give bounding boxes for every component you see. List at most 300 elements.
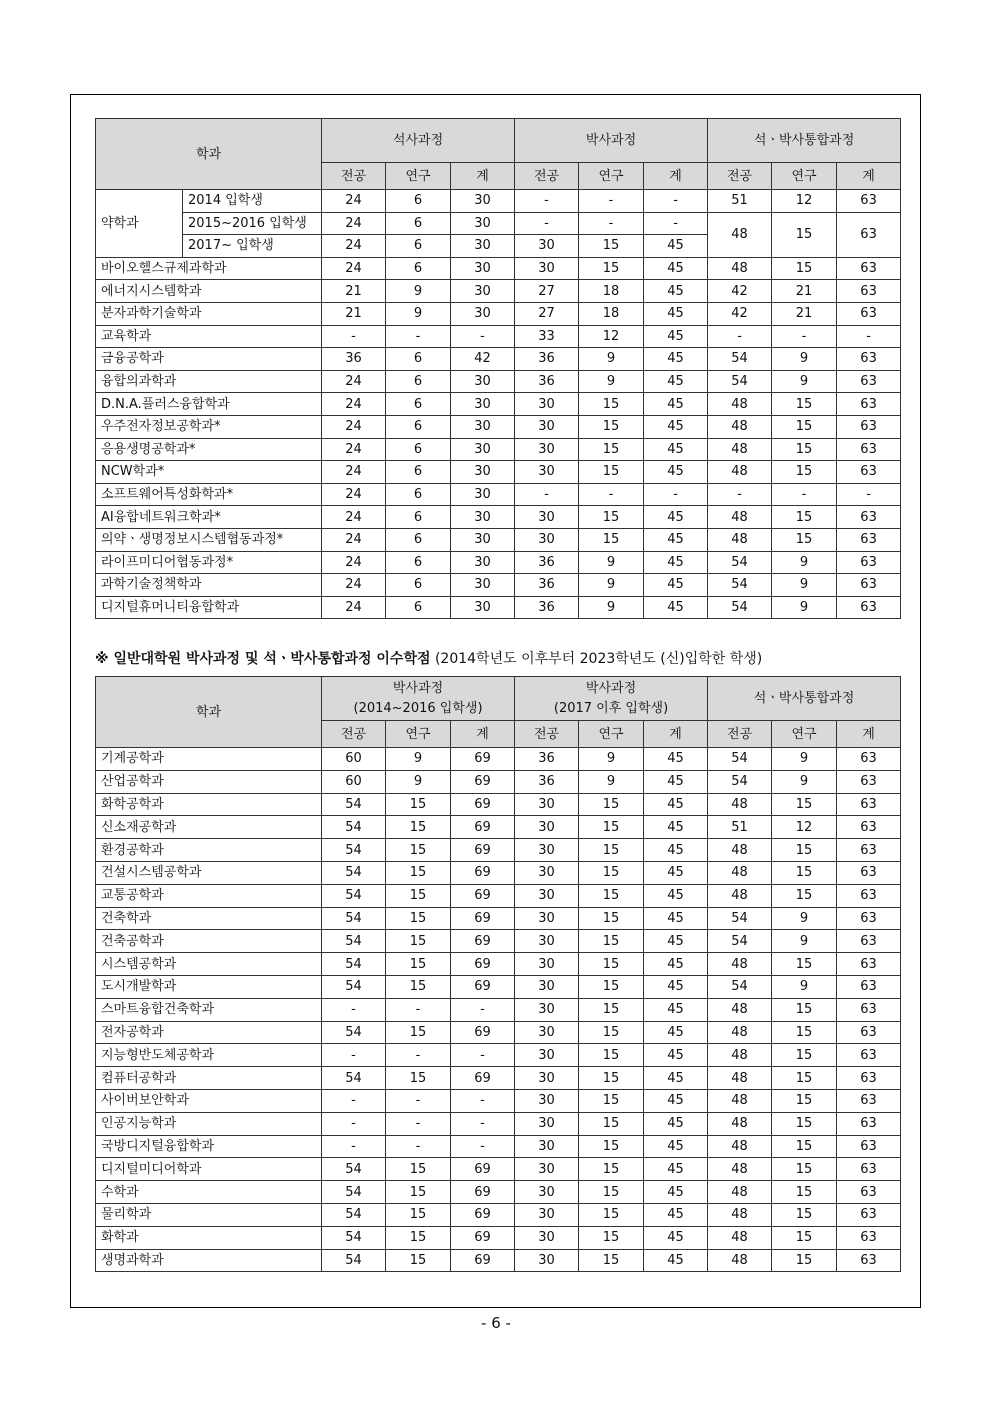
cell: 54 — [708, 370, 772, 393]
cell: 15 — [772, 212, 837, 257]
cell: - — [772, 483, 837, 506]
dept-name-pharmacy: 약학과 — [96, 190, 183, 258]
cell: 30 — [515, 1044, 579, 1067]
cell: 30 — [515, 907, 579, 930]
dept-name: 과학기술정책학과 — [96, 574, 322, 597]
cell: 69 — [451, 884, 515, 907]
table-row — [96, 280, 901, 303]
doctoral-integrated-credits-table — [95, 676, 901, 1272]
dept-name: 에너지시스템학과 — [96, 280, 322, 303]
sub-total: 계 — [644, 163, 708, 190]
cell: 45 — [644, 1089, 708, 1112]
cell: 30 — [515, 438, 579, 461]
cell: 45 — [644, 1112, 708, 1135]
table-row — [96, 1021, 901, 1044]
cell: 6 — [386, 596, 451, 619]
cell: 15 — [386, 975, 451, 998]
cell: 54 — [322, 975, 386, 998]
cell: 45 — [644, 257, 708, 280]
header-doctoral-2017 — [515, 677, 708, 721]
cell: 48 — [708, 1021, 772, 1044]
sub-major: 전공 — [708, 163, 772, 190]
cell: 54 — [322, 953, 386, 976]
cell: 48 — [708, 415, 772, 438]
cell: 15 — [772, 1226, 837, 1249]
cell: 9 — [579, 370, 644, 393]
cell: - — [386, 998, 451, 1021]
header-line: 박사과정 — [392, 680, 444, 696]
header-integrated: 석ㆍ박사통합과정 — [708, 677, 901, 721]
cell: 30 — [451, 190, 515, 213]
table-row — [96, 907, 901, 930]
cell: 63 — [837, 1067, 901, 1090]
cell: 6 — [386, 393, 451, 416]
cell: 54 — [708, 348, 772, 371]
dept-name: D.N.A.플러스융합학과 — [96, 393, 322, 416]
dept-name: AI융합네트워크학과* — [96, 506, 322, 529]
cell: 63 — [837, 930, 901, 953]
cell: 45 — [644, 325, 708, 348]
cell: 15 — [579, 1135, 644, 1158]
cell: 9 — [772, 348, 837, 371]
cell: 15 — [386, 861, 451, 884]
cell: 45 — [644, 438, 708, 461]
cell: 12 — [772, 816, 837, 839]
cell: 48 — [708, 1158, 772, 1181]
cell: 24 — [322, 483, 386, 506]
sub-major: 전공 — [515, 721, 579, 748]
dept-name: 라이프미디어협동과정* — [96, 551, 322, 574]
cell: 63 — [837, 1021, 901, 1044]
cell: 54 — [708, 907, 772, 930]
cell: 15 — [772, 528, 837, 551]
cell: 45 — [644, 770, 708, 793]
cell: 45 — [644, 884, 708, 907]
cell: 54 — [708, 574, 772, 597]
header-line: 박사과정 — [585, 680, 637, 696]
cell: 69 — [451, 816, 515, 839]
cell: 15 — [579, 1021, 644, 1044]
table-row — [96, 1067, 901, 1090]
cell: 6 — [386, 235, 451, 258]
table-row — [96, 257, 901, 280]
table-row — [96, 975, 901, 998]
cell: 15 — [772, 1067, 837, 1090]
table-row — [96, 370, 901, 393]
cell: 15 — [386, 816, 451, 839]
sub-total: 계 — [451, 163, 515, 190]
cell: 69 — [451, 1067, 515, 1090]
cell: 15 — [386, 953, 451, 976]
cell: 9 — [579, 574, 644, 597]
cell: 45 — [644, 1181, 708, 1204]
cell: 63 — [837, 1135, 901, 1158]
cell: 69 — [451, 975, 515, 998]
cell: 54 — [708, 975, 772, 998]
sub-research: 연구 — [386, 163, 451, 190]
cell: 54 — [322, 1249, 386, 1272]
dept-name: 사이버보안학과 — [96, 1089, 322, 1112]
cell: 69 — [451, 839, 515, 862]
cell: 54 — [322, 861, 386, 884]
dept-name: 건축공학과 — [96, 930, 322, 953]
cell: 42 — [708, 302, 772, 325]
cell: 24 — [322, 596, 386, 619]
cell: 6 — [386, 483, 451, 506]
cell: 30 — [515, 998, 579, 1021]
header-line: (2017 이후 입학생) — [553, 700, 669, 716]
table-row — [96, 506, 901, 529]
dept-name: 인공지능학과 — [96, 1112, 322, 1135]
section-note — [95, 648, 762, 668]
dept-name: 물리학과 — [96, 1203, 322, 1226]
dept-name: 교육학과 — [96, 325, 322, 348]
cell: 45 — [644, 748, 708, 771]
cell: 60 — [322, 748, 386, 771]
cell: 48 — [708, 438, 772, 461]
cell: 18 — [579, 302, 644, 325]
cell: 63 — [837, 1249, 901, 1272]
cell: 21 — [322, 302, 386, 325]
table-row — [96, 483, 901, 506]
cell: 15 — [772, 461, 837, 484]
table-row — [96, 325, 901, 348]
cell: 54 — [322, 1021, 386, 1044]
cell: 15 — [579, 257, 644, 280]
table-row — [96, 1181, 901, 1204]
cell: 15 — [579, 1089, 644, 1112]
cell: 36 — [322, 348, 386, 371]
dept-name: 소프트웨어특성화학과* — [96, 483, 322, 506]
cell: 15 — [579, 861, 644, 884]
cell: 51 — [708, 190, 772, 213]
cell: 69 — [451, 861, 515, 884]
header-doctoral: 박사과정 — [515, 119, 708, 163]
cell: 15 — [579, 953, 644, 976]
cell: - — [451, 1135, 515, 1158]
cell: 15 — [386, 1158, 451, 1181]
cell: 45 — [644, 953, 708, 976]
cell: 48 — [708, 1226, 772, 1249]
page-number: - 6 - — [481, 1314, 511, 1332]
cell: 45 — [644, 1158, 708, 1181]
cell: - — [322, 1112, 386, 1135]
cell: 48 — [708, 393, 772, 416]
cell: 45 — [644, 235, 708, 258]
table-row — [96, 1089, 901, 1112]
cell: 36 — [515, 370, 579, 393]
sub-total: 계 — [644, 721, 708, 748]
dept-name: 컴퓨터공학과 — [96, 1067, 322, 1090]
cell: 15 — [579, 235, 644, 258]
cell: - — [386, 1135, 451, 1158]
table-row — [96, 861, 901, 884]
cell: - — [386, 325, 451, 348]
cell: 30 — [515, 816, 579, 839]
cell: 30 — [451, 461, 515, 484]
cell: 45 — [644, 816, 708, 839]
cell: 30 — [515, 884, 579, 907]
cell: 48 — [708, 1067, 772, 1090]
cell: 45 — [644, 793, 708, 816]
cell: - — [322, 325, 386, 348]
cell: 63 — [837, 1089, 901, 1112]
cell: 45 — [644, 1249, 708, 1272]
table-row — [96, 816, 901, 839]
cell: - — [451, 1089, 515, 1112]
cell: 54 — [708, 551, 772, 574]
cell: 69 — [451, 770, 515, 793]
cell: 15 — [579, 1249, 644, 1272]
cell: - — [515, 212, 579, 235]
cell: 15 — [386, 793, 451, 816]
cell: 15 — [386, 884, 451, 907]
cell: 21 — [772, 280, 837, 303]
cell: 30 — [451, 302, 515, 325]
cell: 63 — [837, 574, 901, 597]
cell: 45 — [644, 551, 708, 574]
cell: - — [386, 1044, 451, 1067]
cell: 30 — [451, 235, 515, 258]
cell: - — [451, 1112, 515, 1135]
cell: 54 — [322, 1181, 386, 1204]
sub-research: 연구 — [579, 163, 644, 190]
dept-name: 화학공학과 — [96, 793, 322, 816]
cell: 45 — [644, 998, 708, 1021]
cell: 33 — [515, 325, 579, 348]
cell: - — [644, 190, 708, 213]
cell: 15 — [386, 839, 451, 862]
cell: 9 — [386, 280, 451, 303]
cell: 15 — [579, 438, 644, 461]
cell: 69 — [451, 1021, 515, 1044]
cell: 45 — [644, 975, 708, 998]
table-row — [96, 190, 901, 213]
cell: - — [322, 1135, 386, 1158]
cell: 36 — [515, 574, 579, 597]
cell: 63 — [837, 302, 901, 325]
sub-major: 전공 — [515, 163, 579, 190]
cell: 48 — [708, 1181, 772, 1204]
cell: - — [451, 1044, 515, 1067]
cell: 48 — [708, 212, 772, 257]
cell: 9 — [579, 748, 644, 771]
cell: 54 — [322, 839, 386, 862]
cell: 63 — [837, 839, 901, 862]
table-row — [96, 953, 901, 976]
cell: 9 — [579, 551, 644, 574]
cell: 15 — [772, 1135, 837, 1158]
cell: 30 — [451, 257, 515, 280]
cell: 48 — [708, 528, 772, 551]
cell: 63 — [837, 528, 901, 551]
cell: 15 — [772, 438, 837, 461]
sub-major: 전공 — [708, 721, 772, 748]
cell: 63 — [837, 348, 901, 371]
cell: 9 — [772, 930, 837, 953]
cell: 48 — [708, 506, 772, 529]
cell: 42 — [708, 280, 772, 303]
cell: 9 — [772, 596, 837, 619]
cell: - — [708, 483, 772, 506]
cell: 63 — [837, 393, 901, 416]
cell: 30 — [515, 1089, 579, 1112]
cell: 9 — [579, 596, 644, 619]
cell: 15 — [772, 1089, 837, 1112]
cell: - — [322, 998, 386, 1021]
dept-name: 도시개발학과 — [96, 975, 322, 998]
cell: 48 — [708, 257, 772, 280]
table-row — [96, 839, 901, 862]
table-row — [96, 770, 901, 793]
cell: 51 — [708, 816, 772, 839]
cell: 54 — [708, 930, 772, 953]
cell: 45 — [644, 1135, 708, 1158]
cell: 54 — [708, 596, 772, 619]
cell: - — [579, 212, 644, 235]
cell: 63 — [837, 461, 901, 484]
cell: - — [322, 1089, 386, 1112]
cell: 24 — [322, 190, 386, 213]
cell: 6 — [386, 438, 451, 461]
cell: 15 — [579, 839, 644, 862]
cell: 9 — [772, 748, 837, 771]
cell: 15 — [579, 1203, 644, 1226]
cell: 9 — [772, 574, 837, 597]
table-row — [96, 574, 901, 597]
cell: - — [837, 325, 901, 348]
cell: 54 — [322, 1158, 386, 1181]
cell: 15 — [579, 506, 644, 529]
cell: 15 — [386, 1249, 451, 1272]
cell: 30 — [515, 1112, 579, 1135]
cell: 30 — [515, 839, 579, 862]
cell: 30 — [515, 393, 579, 416]
cell: 30 — [515, 528, 579, 551]
cell: - — [708, 325, 772, 348]
table-row — [96, 348, 901, 371]
sub-research: 연구 — [386, 721, 451, 748]
header-masters: 석사과정 — [322, 119, 515, 163]
dept-name: 환경공학과 — [96, 839, 322, 862]
table-row — [96, 1135, 901, 1158]
cell: 6 — [386, 528, 451, 551]
table-row — [96, 528, 901, 551]
cell: 15 — [579, 975, 644, 998]
dept-name: 바이오헬스규제과학과 — [96, 257, 322, 280]
cell: 63 — [837, 1181, 901, 1204]
cell: - — [515, 483, 579, 506]
cell: 30 — [515, 953, 579, 976]
cell: 9 — [579, 348, 644, 371]
dept-name: 스마트융합건축학과 — [96, 998, 322, 1021]
cell: - — [579, 483, 644, 506]
dept-name: 교통공학과 — [96, 884, 322, 907]
cell: 63 — [837, 438, 901, 461]
cell: 15 — [386, 1021, 451, 1044]
cell: 9 — [772, 907, 837, 930]
cell: 30 — [515, 930, 579, 953]
cell: 30 — [451, 280, 515, 303]
sub-research: 연구 — [579, 721, 644, 748]
cell: 63 — [837, 861, 901, 884]
cell: 6 — [386, 257, 451, 280]
cell: 69 — [451, 748, 515, 771]
header-dept: 학과 — [96, 677, 322, 748]
cell: 15 — [386, 1203, 451, 1226]
cell: 15 — [772, 1112, 837, 1135]
sub-research: 연구 — [772, 163, 837, 190]
cell: 48 — [708, 1044, 772, 1067]
cell: 63 — [837, 975, 901, 998]
dept-name: 기계공학과 — [96, 748, 322, 771]
cell: 45 — [644, 348, 708, 371]
cell: 63 — [837, 506, 901, 529]
cell: 15 — [772, 1044, 837, 1067]
header-dept: 학과 — [96, 119, 322, 190]
cell: 12 — [579, 325, 644, 348]
cell: 48 — [708, 998, 772, 1021]
cell: 54 — [322, 884, 386, 907]
cell: 30 — [515, 1135, 579, 1158]
cell: 48 — [708, 861, 772, 884]
table-row — [96, 596, 901, 619]
cell: 12 — [772, 190, 837, 213]
cell: 60 — [322, 770, 386, 793]
cell: - — [644, 212, 708, 235]
cell: - — [386, 1089, 451, 1112]
note-bold: ※ 일반대학원 박사과정 및 석ㆍ박사통합과정 이수학점 — [95, 651, 431, 667]
cell: 27 — [515, 302, 579, 325]
cell: 15 — [772, 1249, 837, 1272]
masters-doctoral-credits-table — [95, 118, 901, 619]
cell: 24 — [322, 415, 386, 438]
cell: 63 — [837, 190, 901, 213]
table-row — [96, 1158, 901, 1181]
cell: 24 — [322, 212, 386, 235]
cell: 30 — [451, 393, 515, 416]
cell: 15 — [579, 1044, 644, 1067]
sub-major: 전공 — [322, 163, 386, 190]
cell: - — [322, 1044, 386, 1067]
cell: 54 — [322, 1203, 386, 1226]
sub-total: 계 — [837, 163, 901, 190]
cell: 30 — [515, 1249, 579, 1272]
cell: 15 — [772, 257, 837, 280]
dept-name: 수학과 — [96, 1181, 322, 1204]
cell: 24 — [322, 370, 386, 393]
cohort-label: 2014 입학생 — [183, 190, 322, 213]
cell: 30 — [451, 370, 515, 393]
cell: - — [451, 998, 515, 1021]
dept-name: 융합의과학과 — [96, 370, 322, 393]
cell: 15 — [579, 1226, 644, 1249]
dept-name: 디지털미디어학과 — [96, 1158, 322, 1181]
cell: 15 — [772, 415, 837, 438]
dept-name: 신소재공학과 — [96, 816, 322, 839]
cell: 15 — [772, 793, 837, 816]
cell: 45 — [644, 1021, 708, 1044]
cell: 36 — [515, 596, 579, 619]
cell: 24 — [322, 257, 386, 280]
table-row — [96, 884, 901, 907]
cell: 69 — [451, 1203, 515, 1226]
cell: 9 — [386, 748, 451, 771]
cell: 9 — [386, 302, 451, 325]
cell: 69 — [451, 1226, 515, 1249]
cell: 63 — [837, 257, 901, 280]
cell: 15 — [579, 907, 644, 930]
